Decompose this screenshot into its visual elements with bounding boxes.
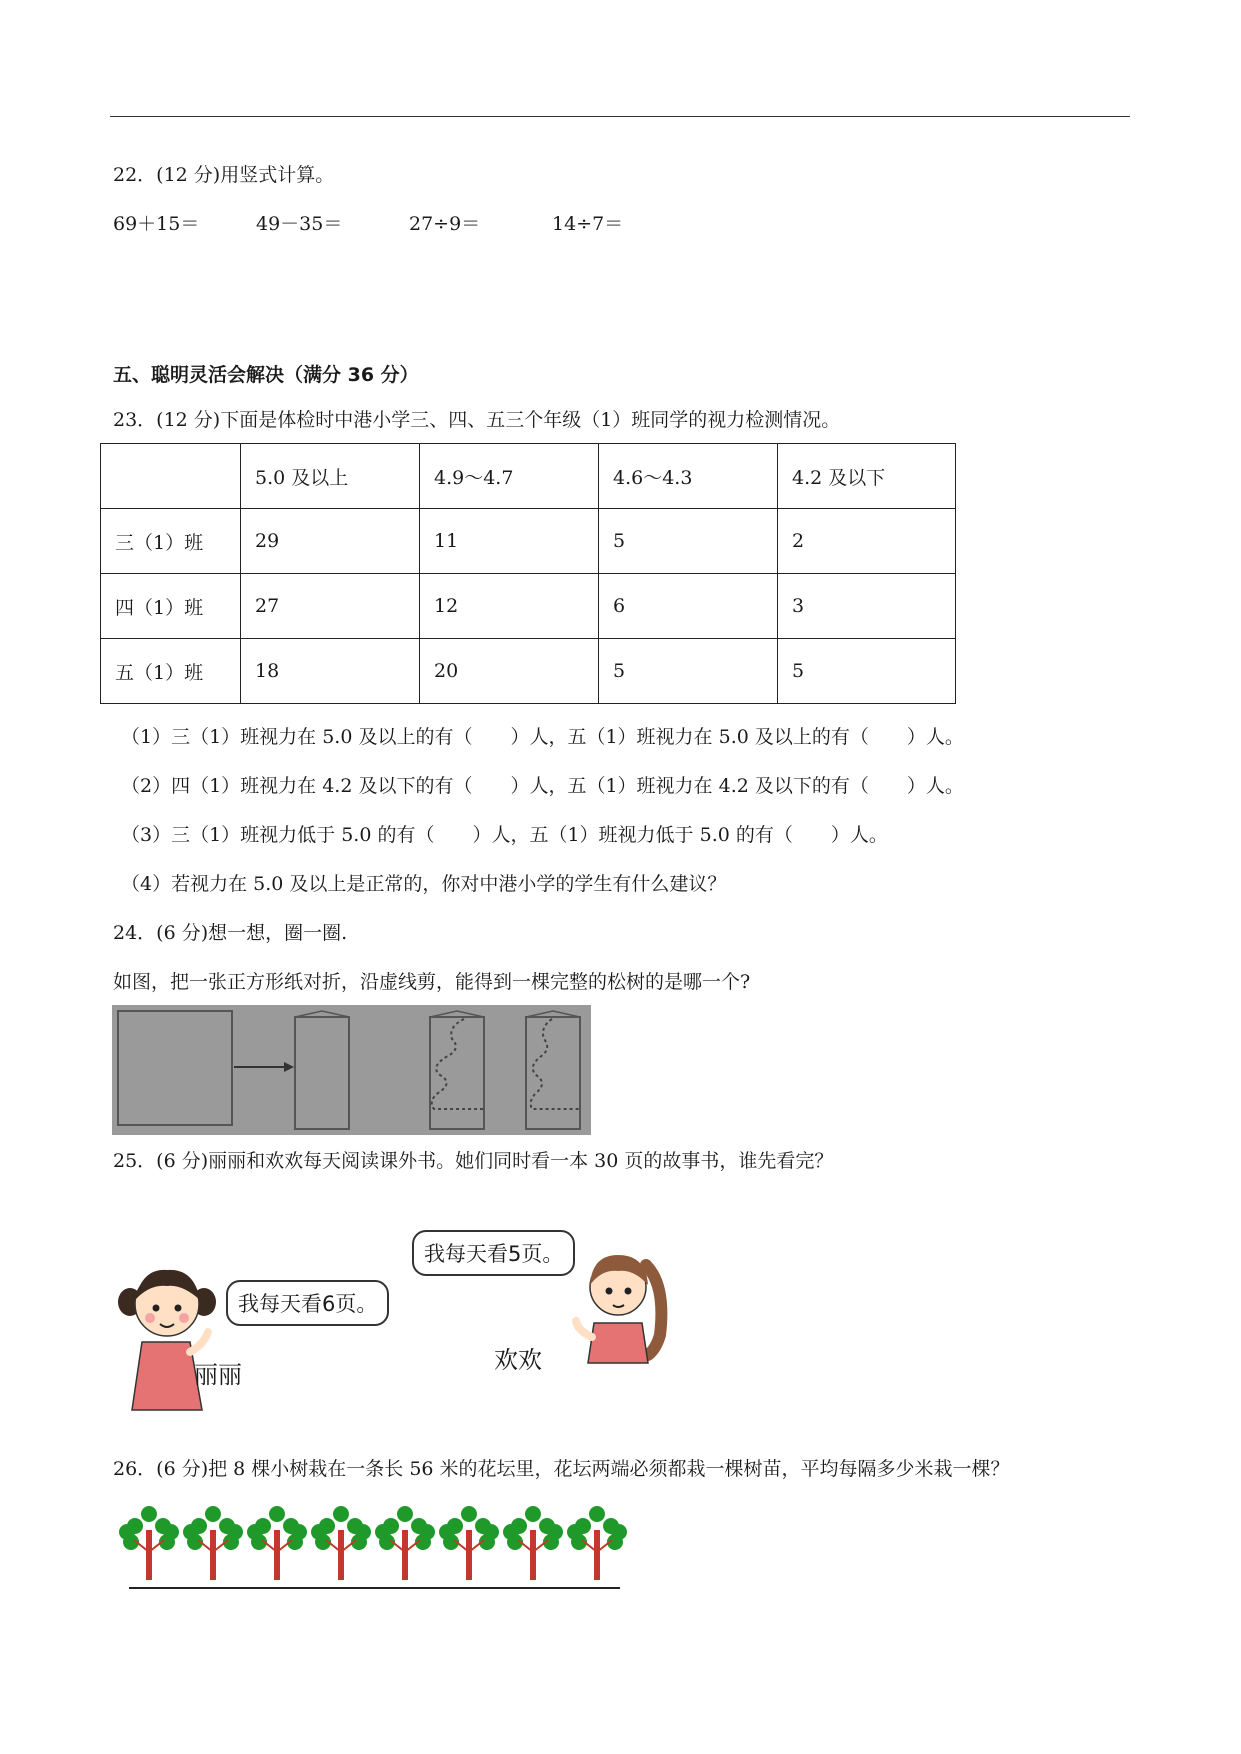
tree-row bbox=[115, 1500, 635, 1600]
paper-fold-figure bbox=[112, 1005, 591, 1135]
table-cell: 5 bbox=[599, 639, 778, 704]
table-cell: 27 bbox=[241, 574, 420, 639]
table-cell: 5 bbox=[599, 509, 778, 574]
table-cell: 29 bbox=[241, 509, 420, 574]
table-header-row bbox=[101, 444, 956, 509]
q24-title: 24．(6 分)想一想，圈一圈. bbox=[113, 922, 348, 944]
q25-title: 25．(6 分)丽丽和欢欢每天阅读课外书。她们同时看一本 30 页的故事书，谁先看完？ bbox=[113, 1150, 834, 1172]
header-rule bbox=[110, 116, 1130, 117]
tree-icon bbox=[439, 1506, 499, 1580]
table-cell: 20 bbox=[420, 639, 599, 704]
table-header-cell: 4.2 及以下 bbox=[778, 444, 956, 509]
huanhuan-name: 欢欢 bbox=[494, 1346, 542, 1374]
table-cell: 四（1）班 bbox=[101, 574, 241, 639]
q23-sub4: （4）若视力在 5.0 及以上是正常的，你对中港小学的学生有什么建议？ bbox=[121, 873, 727, 895]
tree-icon bbox=[567, 1506, 627, 1580]
q26-title: 26．(6 分)把 8 棵小树栽在一条长 56 米的花坛里，花坛两端必须都栽一棵树苗，平均每隔多少米栽一棵？ bbox=[113, 1458, 1010, 1480]
lili-speech-bubble: 我每天看6页。 bbox=[226, 1280, 389, 1326]
tree-icon bbox=[119, 1506, 179, 1580]
table-cell: 11 bbox=[420, 509, 599, 574]
q24-text: 如图，把一张正方形纸对折，沿虚线剪，能得到一棵完整的松树的是哪一个? bbox=[113, 971, 751, 993]
tree-icon bbox=[503, 1506, 563, 1580]
table-cell: 三（1）班 bbox=[101, 509, 241, 574]
q23-sub3: （3）三（1）班视力低于 5.0 的有（ ）人，五（1）班视力低于 5.0 的有（ ）人。 bbox=[121, 824, 888, 846]
table-row bbox=[101, 639, 956, 704]
q22-expr-2: 49－35＝ bbox=[256, 213, 343, 235]
table-row bbox=[101, 509, 956, 574]
table-header-cell: 5.0 及以上 bbox=[241, 444, 420, 509]
q23-title: 23．(12 分)下面是体检时中港小学三、四、五三个年级（1）班同学的视力检测情况。 bbox=[113, 409, 841, 431]
q23-sub1: （1）三（1）班视力在 5.0 及以上的有（ ）人，五（1）班视力在 5.0 及以上的有（ ）人。 bbox=[121, 726, 964, 748]
q23-sub2: （2）四（1）班视力在 4.2 及以下的有（ ）人，五（1）班视力在 4.2 及以下的有（ ）人。 bbox=[121, 775, 964, 797]
tree-icon bbox=[375, 1506, 435, 1580]
table-cell: 五（1）班 bbox=[101, 639, 241, 704]
tree-icon bbox=[247, 1506, 307, 1580]
lili-name: 丽丽 bbox=[194, 1361, 242, 1389]
table-cell: 18 bbox=[241, 639, 420, 704]
table-row bbox=[101, 574, 956, 639]
table-cell: 2 bbox=[778, 509, 956, 574]
tree-icon bbox=[311, 1506, 371, 1580]
vision-table bbox=[100, 443, 956, 704]
table-header-cell bbox=[101, 444, 241, 509]
q22-expr-4: 14÷7＝ bbox=[552, 213, 624, 235]
table-header-cell: 4.6～4.3 bbox=[599, 444, 778, 509]
table-cell: 12 bbox=[420, 574, 599, 639]
q22-title: 22．(12 分)用竖式计算。 bbox=[113, 164, 335, 186]
section5-title: 五、聪明灵活会解决（满分 36 分） bbox=[113, 364, 419, 386]
table-cell: 5 bbox=[778, 639, 956, 704]
table-header-cell: 4.9～4.7 bbox=[420, 444, 599, 509]
q22-expr-3: 27÷9＝ bbox=[409, 213, 481, 235]
tree-icon bbox=[183, 1506, 243, 1580]
table-cell: 6 bbox=[599, 574, 778, 639]
huanhuan-speech-bubble: 我每天看5页。 bbox=[412, 1230, 575, 1276]
huanhuan-character-icon bbox=[568, 1245, 668, 1365]
q22-expr-1: 69＋15＝ bbox=[113, 213, 200, 235]
table-cell: 3 bbox=[778, 574, 956, 639]
